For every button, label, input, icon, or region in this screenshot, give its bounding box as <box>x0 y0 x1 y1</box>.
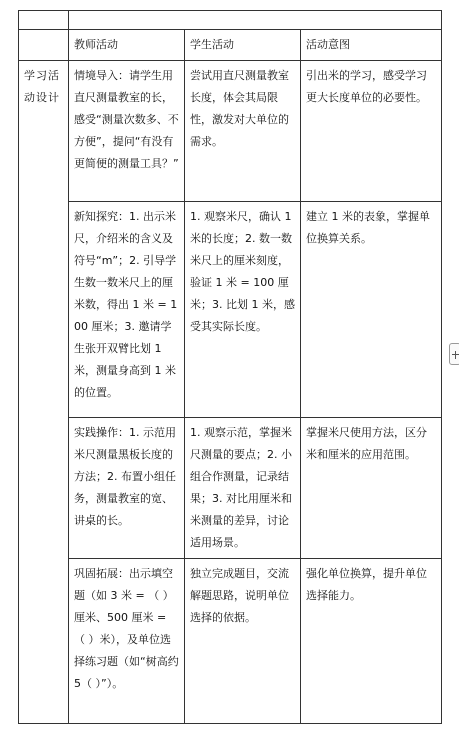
lesson-plan-table <box>18 10 442 724</box>
table-header-row <box>19 30 442 61</box>
table-top-row <box>19 11 442 30</box>
table-row <box>19 418 442 559</box>
student-activity-cell: 1. 观察示范，掌握米尺测量的要点；2. 小组合作测量，记录结果；3. 对比用厘米和米测量的差异，讨论适用场景。 <box>185 418 301 559</box>
activity-intent-cell: 建立 1 米的表象，掌握单位换算关系。 <box>301 202 442 418</box>
table-row <box>19 202 442 418</box>
activity-intent-cell: 引出米的学习，感受学习更大长度单位的必要性。 <box>301 61 442 202</box>
section-label: 学习活动设计 <box>19 61 69 724</box>
header-cell-student: 学生活动 <box>185 30 301 61</box>
table-row <box>19 559 442 724</box>
activity-intent-cell: 掌握米尺使用方法，区分米和厘米的应用范围。 <box>301 418 442 559</box>
empty-cell <box>19 11 69 30</box>
header-cell-intent: 活动意图 <box>301 30 442 61</box>
header-cell-corner <box>19 30 69 61</box>
teacher-activity-cell: 巩固拓展：出示填空题（如 3 米 = （ ）厘米、500 厘米 = （ ）米），及单位选择练习题（如“树高约 5（ ）”）。 <box>69 559 185 724</box>
teacher-activity-cell: 新知探究：1. 出示米尺，介绍米的含义及符号“m”；2. 引导学生数一数米尺上的厘米数，得出 1 米 = 100 厘米；3. 邀请学生张开双臂比划 1 米，测量身高到 1 米的位置。 <box>69 202 185 418</box>
student-activity-cell: 1. 观察米尺，确认 1 米的长度；2. 数一数米尺上的厘米刻度，验证 1 米 = 100 厘米；3. 比划 1 米，感受其实际长度。 <box>185 202 301 418</box>
add-column-plus-icon[interactable] <box>449 343 459 365</box>
student-activity-cell: 独立完成题目，交流解题思路，说明单位选择的依据。 <box>185 559 301 724</box>
student-activity-cell: 尝试用直尺测量教室长度，体会其局限性，激发对大单位的需求。 <box>185 61 301 202</box>
header-cell-teacher: 教师活动 <box>69 30 185 61</box>
activity-intent-cell: 强化单位换算，提升单位选择能力。 <box>301 559 442 724</box>
teacher-activity-cell: 情境导入：请学生用直尺测量教室的长，感受“测量次数多、不方便”，提问“有没有更简便的测量工具？” <box>69 61 185 202</box>
teacher-activity-cell: 实践操作：1. 示范用米尺测量黑板长度的方法；2. 布置小组任务，测量教室的宽、讲桌的长。 <box>69 418 185 559</box>
empty-cell <box>69 11 442 30</box>
table-row <box>19 61 442 202</box>
